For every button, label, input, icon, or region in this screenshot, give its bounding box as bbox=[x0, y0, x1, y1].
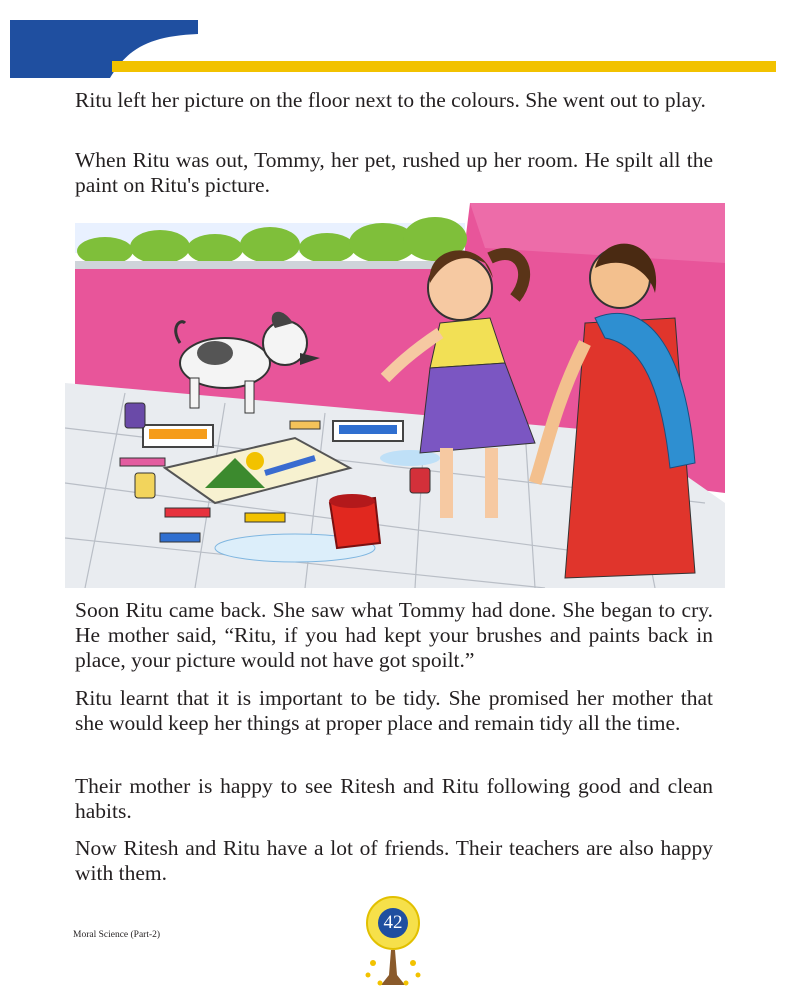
paragraph-6: Now Ritesh and Ritu have a lot of friends. Their teachers are also happy with them. bbox=[75, 836, 713, 885]
paragraph-1: Ritu left her picture on the floor next to the colours. She went out to play. bbox=[75, 88, 706, 112]
red-bucket bbox=[329, 494, 380, 548]
footer-book-title: Moral Science (Part-2) bbox=[73, 930, 161, 940]
page-number: 42 bbox=[383, 912, 403, 933]
header-yellow-stripe bbox=[112, 61, 776, 72]
header-band bbox=[0, 0, 787, 90]
paragraph-4: Ritu learnt that it is important to be tidy. She promised her mother that she would keep her things at proper place and remain tidy all the time. bbox=[75, 686, 713, 735]
paragraph-2: When Ritu was out, Tommy, her pet, rushed up her room. He spilt all the paint on Ritu's picture. bbox=[75, 148, 713, 197]
paragraph-5: Their mother is happy to see Ritesh and Ritu following good and clean habits. bbox=[75, 774, 713, 823]
page-badge bbox=[358, 895, 428, 995]
story-illustration bbox=[65, 203, 725, 588]
paragraph-3: Soon Ritu came back. She saw what Tommy had done. She began to cry. He mother said, “Ritu, if you had kept your brushes and paints back in place, your picture would not have got spoilt.” bbox=[75, 598, 713, 672]
